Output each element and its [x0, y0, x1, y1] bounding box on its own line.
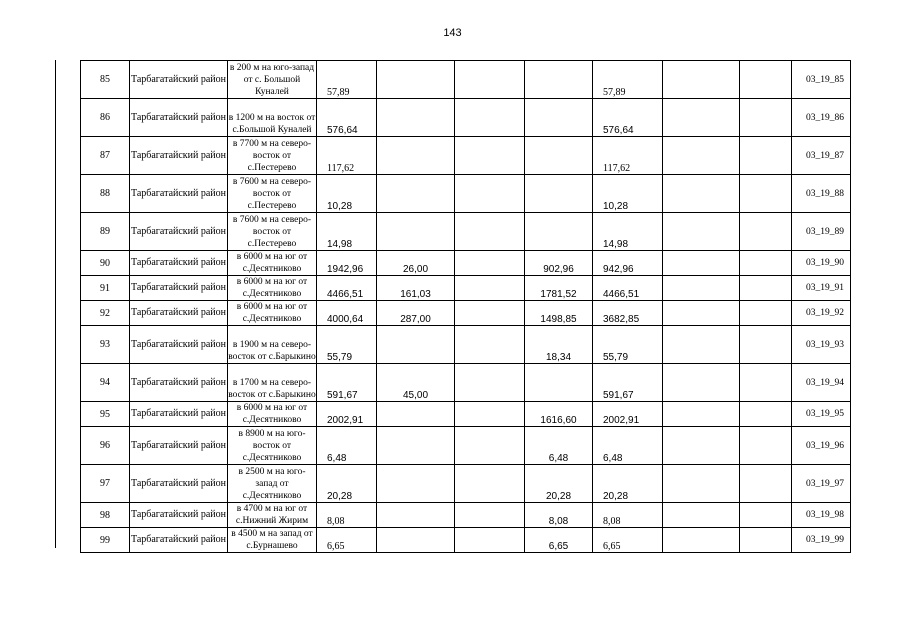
row-number: 95: [81, 402, 130, 427]
area-value-cell: 6,65: [593, 528, 663, 553]
empty-cell: [740, 528, 792, 553]
empty-cell: [740, 61, 792, 99]
area-value-cell: 942,96: [593, 251, 663, 276]
empty-cell: [740, 465, 792, 503]
area-value-cell: 57,89: [593, 61, 663, 99]
district-cell: Тарбагатайский район: [130, 301, 228, 326]
empty-cell: [663, 503, 740, 528]
location-cell: в 6000 м на юг от с.Десятниково: [228, 402, 317, 427]
district-cell: Тарбагатайский район: [130, 503, 228, 528]
table-row: [81, 301, 851, 326]
district-cell: Тарбагатайский район: [130, 326, 228, 364]
empty-cell: [740, 137, 792, 175]
area-total-cell: 4000,64: [317, 301, 377, 326]
value-3-cell: 8,08: [525, 503, 593, 528]
empty-cell: [455, 99, 525, 137]
empty-cell: [455, 251, 525, 276]
empty-cell: [455, 326, 525, 364]
row-number: 96: [81, 427, 130, 465]
empty-cell: [740, 364, 792, 402]
area-value-cell: 6,48: [593, 427, 663, 465]
table-row: [81, 99, 851, 137]
row-number: 86: [81, 99, 130, 137]
code-cell: 03_19_90: [792, 251, 851, 276]
empty-cell: [455, 61, 525, 99]
table-row: [81, 364, 851, 402]
table-row: [81, 213, 851, 251]
value-2-cell: [377, 137, 455, 175]
value-3-cell: [525, 213, 593, 251]
value-2-cell: [377, 528, 455, 553]
value-2-cell: 26,00: [377, 251, 455, 276]
empty-cell: [455, 175, 525, 213]
area-value-cell: 576,64: [593, 99, 663, 137]
table-row: [81, 465, 851, 503]
empty-cell: [455, 402, 525, 427]
district-cell: Тарбагатайский район: [130, 175, 228, 213]
table-row: [81, 137, 851, 175]
code-cell: 03_19_96: [792, 427, 851, 465]
empty-cell: [663, 276, 740, 301]
empty-cell: [740, 326, 792, 364]
area-value-cell: 8,08: [593, 503, 663, 528]
area-value-cell: 4466,51: [593, 276, 663, 301]
district-cell: Тарбагатайский район: [130, 137, 228, 175]
value-3-cell: 1498,85: [525, 301, 593, 326]
code-cell: 03_19_86: [792, 99, 851, 137]
value-3-cell: [525, 175, 593, 213]
code-cell: 03_19_97: [792, 465, 851, 503]
district-cell: Тарбагатайский район: [130, 364, 228, 402]
code-cell: 03_19_98: [792, 503, 851, 528]
empty-cell: [663, 301, 740, 326]
table-row: [81, 427, 851, 465]
value-2-cell: [377, 61, 455, 99]
empty-cell: [663, 402, 740, 427]
area-value-cell: 3682,85: [593, 301, 663, 326]
district-cell: Тарбагатайский район: [130, 99, 228, 137]
row-number: 93: [81, 326, 130, 364]
empty-cell: [740, 99, 792, 137]
district-cell: Тарбагатайский район: [130, 61, 228, 99]
code-cell: 03_19_87: [792, 137, 851, 175]
district-cell: Тарбагатайский район: [130, 213, 228, 251]
value-3-cell: 902,96: [525, 251, 593, 276]
area-total-cell: 6,48: [317, 427, 377, 465]
code-cell: 03_19_92: [792, 301, 851, 326]
table-row: [81, 61, 851, 99]
empty-cell: [455, 213, 525, 251]
value-2-cell: [377, 402, 455, 427]
value-3-cell: 6,48: [525, 427, 593, 465]
left-margin-rule: [55, 60, 56, 548]
area-value-cell: 14,98: [593, 213, 663, 251]
location-cell: в 6000 м на юг от с.Десятниково: [228, 301, 317, 326]
row-number: 90: [81, 251, 130, 276]
empty-cell: [740, 402, 792, 427]
value-3-cell: [525, 364, 593, 402]
empty-cell: [663, 213, 740, 251]
empty-cell: [740, 427, 792, 465]
value-3-cell: [525, 61, 593, 99]
area-total-cell: 10,28: [317, 175, 377, 213]
location-cell: в 8900 м на юго-восток от с.Десятниково: [228, 427, 317, 465]
empty-cell: [740, 276, 792, 301]
empty-cell: [455, 137, 525, 175]
location-cell: в 7700 м на северо-восток от с.Пестерево: [228, 137, 317, 175]
empty-cell: [455, 528, 525, 553]
location-cell: в 6000 м на юг от с.Десятниково: [228, 276, 317, 301]
area-total-cell: 57,89: [317, 61, 377, 99]
area-total-cell: 117,62: [317, 137, 377, 175]
empty-cell: [740, 251, 792, 276]
row-number: 85: [81, 61, 130, 99]
table-row: [81, 251, 851, 276]
location-cell: в 1900 м на северо-восток от с.Барыкино: [228, 326, 317, 364]
code-cell: 03_19_93: [792, 326, 851, 364]
code-cell: 03_19_91: [792, 276, 851, 301]
code-cell: 03_19_99: [792, 528, 851, 553]
empty-cell: [740, 213, 792, 251]
district-cell: Тарбагатайский район: [130, 528, 228, 553]
row-number: 99: [81, 528, 130, 553]
empty-cell: [455, 364, 525, 402]
location-cell: в 6000 м на юг от с.Десятниково: [228, 251, 317, 276]
empty-cell: [455, 465, 525, 503]
empty-cell: [663, 326, 740, 364]
empty-cell: [455, 301, 525, 326]
value-2-cell: [377, 427, 455, 465]
value-3-cell: 6,65: [525, 528, 593, 553]
empty-cell: [663, 528, 740, 553]
value-2-cell: [377, 99, 455, 137]
empty-cell: [455, 276, 525, 301]
value-2-cell: [377, 213, 455, 251]
empty-cell: [663, 137, 740, 175]
area-total-cell: 14,98: [317, 213, 377, 251]
location-cell: в 200 м на юго-запад от с. Большой Куналей: [228, 61, 317, 99]
empty-cell: [663, 99, 740, 137]
row-number: 97: [81, 465, 130, 503]
area-total-cell: 4466,51: [317, 276, 377, 301]
value-2-cell: 45,00: [377, 364, 455, 402]
area-total-cell: 1942,96: [317, 251, 377, 276]
value-2-cell: [377, 175, 455, 213]
area-value-cell: 117,62: [593, 137, 663, 175]
location-cell: в 1200 м на восток от с.Большой Куналей: [228, 99, 317, 137]
row-number: 94: [81, 364, 130, 402]
value-3-cell: 18,34: [525, 326, 593, 364]
location-cell: в 7600 м на северо-восток от с.Пестерево: [228, 213, 317, 251]
empty-cell: [663, 175, 740, 213]
value-3-cell: [525, 137, 593, 175]
table-row: [81, 175, 851, 213]
empty-cell: [663, 465, 740, 503]
district-cell: Тарбагатайский район: [130, 402, 228, 427]
area-total-cell: 2002,91: [317, 402, 377, 427]
location-cell: в 7600 м на северо-восток от с.Пестерево: [228, 175, 317, 213]
empty-cell: [455, 503, 525, 528]
empty-cell: [455, 427, 525, 465]
row-number: 92: [81, 301, 130, 326]
page-number: 143: [443, 27, 462, 39]
value-2-cell: 161,03: [377, 276, 455, 301]
table-row: [81, 503, 851, 528]
value-2-cell: [377, 503, 455, 528]
district-cell: Тарбагатайский район: [130, 276, 228, 301]
area-total-cell: 55,79: [317, 326, 377, 364]
table-row: [81, 528, 851, 553]
value-2-cell: 287,00: [377, 301, 455, 326]
area-total-cell: 591,67: [317, 364, 377, 402]
value-2-cell: [377, 326, 455, 364]
code-cell: 03_19_94: [792, 364, 851, 402]
empty-cell: [740, 301, 792, 326]
district-cell: Тарбагатайский район: [130, 427, 228, 465]
row-number: 88: [81, 175, 130, 213]
row-number: 87: [81, 137, 130, 175]
area-value-cell: 2002,91: [593, 402, 663, 427]
area-value-cell: 55,79: [593, 326, 663, 364]
land-plots-table: [80, 60, 851, 553]
table-row: [81, 326, 851, 364]
table-row: [81, 402, 851, 427]
area-total-cell: 6,65: [317, 528, 377, 553]
value-3-cell: 1781,52: [525, 276, 593, 301]
empty-cell: [663, 251, 740, 276]
empty-cell: [740, 503, 792, 528]
code-cell: 03_19_95: [792, 402, 851, 427]
area-total-cell: 20,28: [317, 465, 377, 503]
code-cell: 03_19_88: [792, 175, 851, 213]
location-cell: в 4500 м на запад от с.Бурнашево: [228, 528, 317, 553]
empty-cell: [663, 61, 740, 99]
value-2-cell: [377, 465, 455, 503]
empty-cell: [740, 175, 792, 213]
area-value-cell: 591,67: [593, 364, 663, 402]
empty-cell: [663, 364, 740, 402]
value-3-cell: [525, 99, 593, 137]
location-cell: в 2500 м на юго-запад от с.Десятниково: [228, 465, 317, 503]
row-number: 98: [81, 503, 130, 528]
table-row: [81, 276, 851, 301]
district-cell: Тарбагатайский район: [130, 251, 228, 276]
value-3-cell: 20,28: [525, 465, 593, 503]
area-total-cell: 576,64: [317, 99, 377, 137]
location-cell: в 1700 м на северо-восток от с.Барыкино: [228, 364, 317, 402]
district-cell: Тарбагатайский район: [130, 465, 228, 503]
area-value-cell: 20,28: [593, 465, 663, 503]
code-cell: 03_19_89: [792, 213, 851, 251]
value-3-cell: 1616,60: [525, 402, 593, 427]
row-number: 89: [81, 213, 130, 251]
location-cell: в 4700 м на юг от с.Нижний Жирим: [228, 503, 317, 528]
row-number: 91: [81, 276, 130, 301]
code-cell: 03_19_85: [792, 61, 851, 99]
empty-cell: [663, 427, 740, 465]
area-value-cell: 10,28: [593, 175, 663, 213]
area-total-cell: 8,08: [317, 503, 377, 528]
